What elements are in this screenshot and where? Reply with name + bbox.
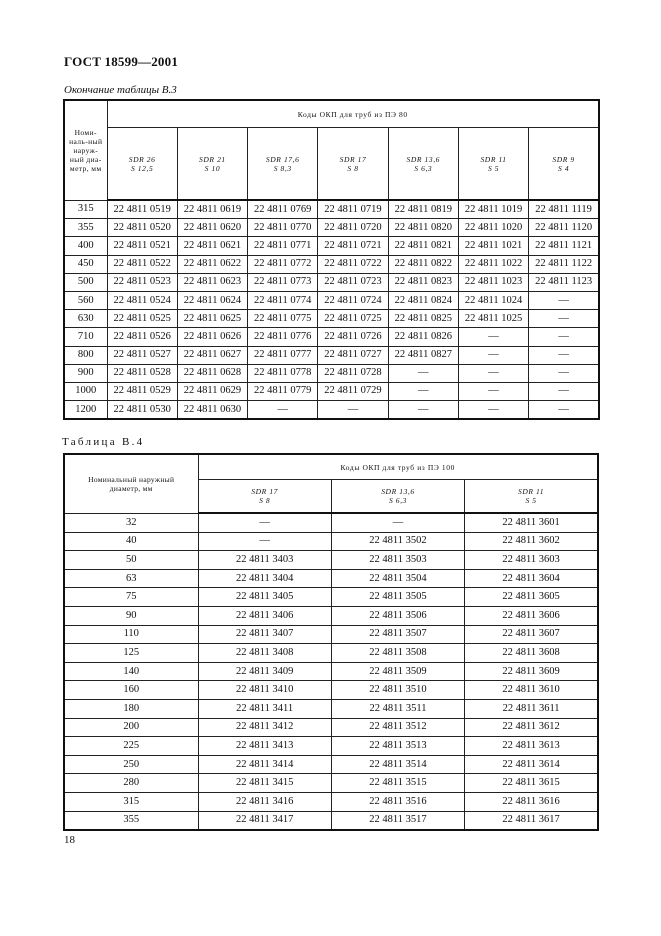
diameter-cell: 355 <box>64 811 198 830</box>
okp-code-cell: 22 4811 3515 <box>331 774 464 793</box>
okp-code-cell: 22 4811 0726 <box>318 328 388 346</box>
diameter-cell: 50 <box>64 551 198 570</box>
okp-code-cell: 22 4811 3411 <box>198 699 331 718</box>
okp-group-header: Коды ОКП для труб из ПЭ 80 <box>107 100 599 128</box>
diameter-cell: 500 <box>64 273 107 291</box>
okp-code-cell: 22 4811 3610 <box>465 681 598 700</box>
okp-code-cell: 22 4811 0528 <box>107 364 177 382</box>
okp-code-cell: 22 4811 0728 <box>318 364 388 382</box>
okp-code-cell: 22 4811 3508 <box>331 644 464 663</box>
diameter-cell: 40 <box>64 532 198 551</box>
okp-code-cell: 22 4811 3513 <box>331 737 464 756</box>
okp-code-cell: 22 4811 3414 <box>198 755 331 774</box>
diameter-cell: 225 <box>64 737 198 756</box>
okp-group-header: Коды ОКП для труб из ПЭ 100 <box>198 454 598 480</box>
okp-code-cell: 22 4811 0724 <box>318 291 388 309</box>
okp-code-cell: 22 4811 0823 <box>388 273 458 291</box>
table-row <box>64 364 599 382</box>
diameter-cell: 180 <box>64 699 198 718</box>
table-b3 <box>63 99 600 420</box>
okp-code-cell: 22 4811 3505 <box>331 588 464 607</box>
okp-code-cell: — <box>529 401 599 420</box>
okp-code-cell: 22 4811 3616 <box>465 792 598 811</box>
okp-code-cell: 22 4811 0777 <box>248 346 318 364</box>
sdr-value: SDR 9 <box>552 154 575 164</box>
okp-code-cell: 22 4811 0626 <box>177 328 247 346</box>
okp-code-cell: 22 4811 0521 <box>107 237 177 255</box>
okp-code-cell: 22 4811 3612 <box>465 718 598 737</box>
okp-code-cell: 22 4811 0772 <box>248 255 318 273</box>
diameter-cell: 75 <box>64 588 198 607</box>
okp-code-cell: 22 4811 3614 <box>465 755 598 774</box>
okp-code-cell: 22 4811 1121 <box>529 237 599 255</box>
okp-code-cell: 22 4811 0725 <box>318 310 388 328</box>
okp-code-cell: 22 4811 1120 <box>529 219 599 237</box>
okp-code-cell: 22 4811 0723 <box>318 273 388 291</box>
sdr-column-header <box>465 480 598 514</box>
table-row <box>64 532 598 551</box>
okp-code-cell: 22 4811 0624 <box>177 291 247 309</box>
okp-code-cell: — <box>318 401 388 420</box>
okp-code-cell: 22 4811 0522 <box>107 255 177 273</box>
okp-code-cell: — <box>529 382 599 400</box>
sdr-value: SDR 17 <box>339 154 367 164</box>
table-row <box>64 200 599 219</box>
table-row <box>64 588 598 607</box>
diameter-cell: 90 <box>64 606 198 625</box>
sdr-column-header <box>198 480 331 514</box>
table-row <box>64 644 598 663</box>
diameter-header: Номинальный наружный диаметр, мм <box>64 454 198 513</box>
okp-code-cell: 22 4811 1024 <box>458 291 528 309</box>
okp-code-cell: 22 4811 3506 <box>331 606 464 625</box>
okp-code-cell: 22 4811 3406 <box>198 606 331 625</box>
okp-code-cell: 22 4811 3504 <box>331 569 464 588</box>
diameter-cell: 560 <box>64 291 107 309</box>
okp-code-cell: 22 4811 3410 <box>198 681 331 700</box>
okp-code-cell: 22 4811 0620 <box>177 219 247 237</box>
diameter-cell: 250 <box>64 755 198 774</box>
okp-code-cell: 22 4811 3615 <box>465 774 598 793</box>
okp-code-cell: 22 4811 3602 <box>465 532 598 551</box>
okp-code-cell: 22 4811 0627 <box>177 346 247 364</box>
okp-code-cell: 22 4811 3509 <box>331 662 464 681</box>
okp-code-cell: — <box>331 513 464 532</box>
okp-code-cell: 22 4811 3514 <box>331 755 464 774</box>
okp-code-cell: 22 4811 0530 <box>107 401 177 420</box>
diameter-header: Номи-наль-ный наруж-ный диа-метр, мм <box>64 100 107 200</box>
okp-code-cell: 22 4811 3606 <box>465 606 598 625</box>
table-row <box>64 310 599 328</box>
okp-code-cell: 22 4811 3409 <box>198 662 331 681</box>
okp-code-cell: 22 4811 3617 <box>465 811 598 830</box>
okp-code-cell: 22 4811 3516 <box>331 792 464 811</box>
okp-code-cell: 22 4811 3517 <box>331 811 464 830</box>
table-row <box>64 755 598 774</box>
okp-code-cell: 22 4811 0629 <box>177 382 247 400</box>
okp-code-cell: 22 4811 0824 <box>388 291 458 309</box>
diameter-cell: 315 <box>64 200 107 219</box>
okp-code-cell: — <box>388 382 458 400</box>
okp-code-cell: 22 4811 0526 <box>107 328 177 346</box>
okp-code-cell: 22 4811 1022 <box>458 255 528 273</box>
table-row <box>64 513 598 532</box>
table-row <box>64 718 598 737</box>
table-row <box>64 237 599 255</box>
diameter-cell: 800 <box>64 346 107 364</box>
okp-code-cell: — <box>388 401 458 420</box>
table-b4 <box>63 453 599 831</box>
okp-code-cell: 22 4811 0827 <box>388 346 458 364</box>
sdr-column-header <box>248 128 318 201</box>
okp-code-cell: — <box>458 328 528 346</box>
okp-code-cell: 22 4811 0623 <box>177 273 247 291</box>
okp-code-cell: 22 4811 3507 <box>331 625 464 644</box>
okp-code-cell: 22 4811 3404 <box>198 569 331 588</box>
table-row <box>64 625 598 644</box>
table-row <box>64 811 598 830</box>
sdr-value: SDR 13,6 <box>406 154 441 164</box>
okp-code-cell: 22 4811 0524 <box>107 291 177 309</box>
okp-code-cell: 22 4811 3405 <box>198 588 331 607</box>
okp-code-cell: — <box>529 364 599 382</box>
sdr-column-header <box>331 480 464 514</box>
s-value: S 8 <box>347 163 359 173</box>
okp-code-cell: 22 4811 0771 <box>248 237 318 255</box>
s-value: S 6,3 <box>388 496 407 505</box>
okp-code-cell: — <box>458 382 528 400</box>
okp-code-cell: 22 4811 3408 <box>198 644 331 663</box>
table-b4-caption: Таблица В.4 <box>62 436 145 448</box>
diameter-cell: 630 <box>64 310 107 328</box>
okp-code-cell: 22 4811 0825 <box>388 310 458 328</box>
okp-code-cell: 22 4811 3603 <box>465 551 598 570</box>
s-value: S 12,5 <box>130 163 154 173</box>
s-value: S 8 <box>259 496 271 505</box>
okp-code-cell: 22 4811 3412 <box>198 718 331 737</box>
diameter-cell: 900 <box>64 364 107 382</box>
sdr-column-header <box>107 128 177 201</box>
diameter-cell: 280 <box>64 774 198 793</box>
diameter-cell: 140 <box>64 662 198 681</box>
okp-code-cell: 22 4811 0774 <box>248 291 318 309</box>
okp-code-cell: 22 4811 3611 <box>465 699 598 718</box>
okp-code-cell: 22 4811 1020 <box>458 219 528 237</box>
sdr-value: SDR 17,6 <box>265 154 300 164</box>
okp-code-cell: 22 4811 3510 <box>331 681 464 700</box>
sdr-value: SDR 13,6 <box>381 487 415 496</box>
s-value: S 6,3 <box>414 163 433 173</box>
diameter-cell: 160 <box>64 681 198 700</box>
okp-code-cell: — <box>458 346 528 364</box>
okp-code-cell: 22 4811 3604 <box>465 569 598 588</box>
okp-code-cell: 22 4811 0525 <box>107 310 177 328</box>
okp-code-cell: — <box>529 310 599 328</box>
diameter-cell: 710 <box>64 328 107 346</box>
okp-code-cell: 22 4811 3417 <box>198 811 331 830</box>
okp-code-cell: 22 4811 0621 <box>177 237 247 255</box>
okp-code-cell: — <box>529 346 599 364</box>
okp-code-cell: 22 4811 0778 <box>248 364 318 382</box>
okp-code-cell: 22 4811 0625 <box>177 310 247 328</box>
okp-code-cell: 22 4811 3407 <box>198 625 331 644</box>
page-number: 18 <box>64 834 75 846</box>
table-row <box>64 699 598 718</box>
sdr-value: SDR 21 <box>199 154 226 164</box>
okp-code-cell: 22 4811 0529 <box>107 382 177 400</box>
okp-code-cell: 22 4811 3607 <box>465 625 598 644</box>
document-title: ГОСТ 18599—2001 <box>64 54 179 69</box>
okp-code-cell: — <box>458 401 528 420</box>
okp-code-cell: 22 4811 1119 <box>529 200 599 219</box>
diameter-cell: 110 <box>64 625 198 644</box>
table-row <box>64 401 599 420</box>
okp-code-cell: 22 4811 0527 <box>107 346 177 364</box>
s-value: S 8,3 <box>273 163 292 173</box>
sdr-column-header <box>458 128 528 201</box>
sdr-value: SDR 11 <box>517 487 545 496</box>
okp-code-cell: 22 4811 1122 <box>529 255 599 273</box>
okp-code-cell: 22 4811 0822 <box>388 255 458 273</box>
okp-code-cell: — <box>248 401 318 420</box>
table-row <box>64 291 599 309</box>
okp-code-cell: 22 4811 3608 <box>465 644 598 663</box>
okp-code-cell: — <box>458 364 528 382</box>
table-b3-caption: Окончание таблицы В.3 <box>64 84 177 96</box>
s-value: S 5 <box>525 496 537 505</box>
okp-code-cell: 22 4811 3601 <box>465 513 598 532</box>
okp-code-cell: — <box>388 364 458 382</box>
s-value: S 10 <box>204 163 221 173</box>
table-row <box>64 273 599 291</box>
okp-code-cell: 22 4811 0775 <box>248 310 318 328</box>
okp-code-cell: 22 4811 0722 <box>318 255 388 273</box>
diameter-cell: 1200 <box>64 401 107 420</box>
okp-code-cell: 22 4811 0820 <box>388 219 458 237</box>
okp-code-cell: 22 4811 0719 <box>318 200 388 219</box>
s-value: S 5 <box>487 163 500 173</box>
sdr-value: SDR 26 <box>128 154 156 164</box>
okp-code-cell: 22 4811 1021 <box>458 237 528 255</box>
sdr-column-header <box>388 128 458 201</box>
okp-code-cell: 22 4811 0776 <box>248 328 318 346</box>
sdr-value: SDR 11 <box>480 154 507 164</box>
table-row <box>64 382 599 400</box>
table-row <box>64 792 598 811</box>
s-value: S 4 <box>558 163 570 173</box>
table-row <box>64 569 598 588</box>
okp-code-cell: 22 4811 0523 <box>107 273 177 291</box>
okp-code-cell: 22 4811 0773 <box>248 273 318 291</box>
sdr-value: SDR 17 <box>251 487 279 496</box>
okp-code-cell: 22 4811 0519 <box>107 200 177 219</box>
table-row <box>64 255 599 273</box>
diameter-cell: 32 <box>64 513 198 532</box>
okp-code-cell: 22 4811 3413 <box>198 737 331 756</box>
okp-code-cell: 22 4811 0769 <box>248 200 318 219</box>
okp-code-cell: 22 4811 3415 <box>198 774 331 793</box>
okp-code-cell: 22 4811 0779 <box>248 382 318 400</box>
okp-code-cell: — <box>529 291 599 309</box>
okp-code-cell: 22 4811 1123 <box>529 273 599 291</box>
diameter-cell: 400 <box>64 237 107 255</box>
diameter-cell: 315 <box>64 792 198 811</box>
okp-code-cell: 22 4811 0826 <box>388 328 458 346</box>
diameter-cell: 125 <box>64 644 198 663</box>
sdr-column-header <box>177 128 247 201</box>
okp-code-cell: 22 4811 0770 <box>248 219 318 237</box>
diameter-cell: 1000 <box>64 382 107 400</box>
table-row <box>64 328 599 346</box>
okp-code-cell: 22 4811 3502 <box>331 532 464 551</box>
okp-code-cell: 22 4811 3613 <box>465 737 598 756</box>
okp-code-cell: 22 4811 3605 <box>465 588 598 607</box>
diameter-cell: 450 <box>64 255 107 273</box>
okp-code-cell: 22 4811 0630 <box>177 401 247 420</box>
okp-code-cell: 22 4811 3403 <box>198 551 331 570</box>
okp-code-cell: 22 4811 0721 <box>318 237 388 255</box>
okp-code-cell: 22 4811 3609 <box>465 662 598 681</box>
okp-code-cell: 22 4811 0819 <box>388 200 458 219</box>
table-row <box>64 606 598 625</box>
okp-code-cell: 22 4811 0821 <box>388 237 458 255</box>
table-row <box>64 662 598 681</box>
okp-code-cell: 22 4811 0619 <box>177 200 247 219</box>
okp-code-cell: 22 4811 3512 <box>331 718 464 737</box>
okp-code-cell: 22 4811 1023 <box>458 273 528 291</box>
okp-code-cell: 22 4811 0727 <box>318 346 388 364</box>
okp-code-cell: 22 4811 0720 <box>318 219 388 237</box>
table-row <box>64 219 599 237</box>
sdr-column-header <box>529 128 599 201</box>
okp-code-cell: 22 4811 3503 <box>331 551 464 570</box>
sdr-column-header <box>318 128 388 201</box>
okp-code-cell: — <box>198 532 331 551</box>
table-row <box>64 551 598 570</box>
okp-code-cell: 22 4811 0520 <box>107 219 177 237</box>
okp-code-cell: 22 4811 3416 <box>198 792 331 811</box>
okp-code-cell: — <box>198 513 331 532</box>
okp-code-cell: — <box>529 328 599 346</box>
okp-code-cell: 22 4811 0628 <box>177 364 247 382</box>
diameter-cell: 63 <box>64 569 198 588</box>
table-row <box>64 346 599 364</box>
table-row <box>64 774 598 793</box>
table-row <box>64 737 598 756</box>
diameter-cell: 355 <box>64 219 107 237</box>
okp-code-cell: 22 4811 3511 <box>331 699 464 718</box>
table-row <box>64 681 598 700</box>
okp-code-cell: 22 4811 1019 <box>458 200 528 219</box>
okp-code-cell: 22 4811 0729 <box>318 382 388 400</box>
diameter-cell: 200 <box>64 718 198 737</box>
okp-code-cell: 22 4811 0622 <box>177 255 247 273</box>
okp-code-cell: 22 4811 1025 <box>458 310 528 328</box>
